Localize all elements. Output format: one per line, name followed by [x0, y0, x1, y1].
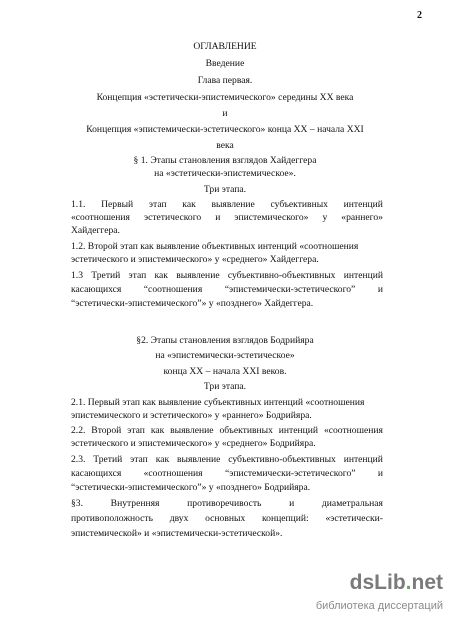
logo-dot: . [405, 571, 412, 594]
toc-word: и [377, 468, 383, 479]
toc-word: эстетического [143, 212, 202, 223]
section-one-stages: Три этапа. [203, 184, 247, 195]
toc-entry-1-1: Хайдеггера. [71, 225, 120, 236]
section-one-heading: на «эстетически-эпистемическое». [154, 168, 296, 179]
toc-entry-1-1 [71, 212, 383, 224]
toc-word: как [182, 199, 196, 210]
toc-word: 1.3 [71, 270, 83, 281]
dslib-watermark[interactable] [282, 571, 447, 615]
toc-word: противоречивость [187, 498, 262, 509]
toc-word: “соотношения [143, 284, 203, 295]
toc-entry-2-2: эстетического и эпистемического» у «среднего» Бодрийяра. [71, 438, 316, 449]
toc-word: субъективно-объективных [228, 454, 336, 465]
toc-word: этап [130, 454, 148, 465]
toc-word: субъективно-объективных [227, 270, 336, 281]
toc-entry-2-3 [71, 454, 383, 466]
toc-word: 2.2. [71, 425, 86, 436]
toc-word: у [322, 212, 328, 223]
toc-entry-2-3 [71, 468, 383, 480]
section-one-heading: § 1. Этапы становления взглядов Хайдеггера [133, 155, 317, 166]
toc-word: Первый [101, 199, 134, 210]
toc-entry-section-3: эпистемической» и «эпистемически-эстетической». [71, 528, 283, 539]
toc-word: выявление [211, 199, 255, 210]
toc-word: §3. [71, 498, 83, 509]
toc-word: “эпистемически-эстетического” [224, 284, 356, 295]
toc-word: эпистемического» [234, 212, 309, 223]
toc-title: ОГЛАВЛЕНИЕ [193, 41, 257, 52]
toc-word: касающихся [71, 468, 122, 479]
toc-word: «раннего» [341, 212, 383, 223]
toc-word: двух [169, 513, 189, 524]
chapter-one-subtitle-line: Концепция «эстетически-эпистемического» середины XX века [96, 92, 354, 103]
dslib-logo[interactable] [349, 571, 443, 594]
toc-word: объективных [219, 425, 273, 436]
toc-word: противоположность [71, 513, 153, 524]
toc-word: и [215, 212, 221, 223]
toc-word: как [155, 454, 170, 465]
toc-word: выявление [170, 425, 214, 436]
toc-word: Второй [91, 425, 122, 436]
toc-word: «соотношения [323, 425, 383, 436]
toc-word: «соотношения [143, 468, 203, 479]
toc-word: интенций [343, 454, 383, 465]
toc-word: этап [148, 199, 167, 210]
toc-word: «эстетически- [325, 513, 383, 524]
chapter-one-subtitle-line: и [222, 108, 228, 119]
toc-entry-2-1: эпистемического и эстетического» у «раннего» Бодрийяра. [71, 410, 312, 421]
toc-word: Третий [93, 454, 123, 465]
logo-tld: net [411, 571, 443, 594]
toc-entry-1-1 [71, 199, 383, 211]
section-two-heading: на «эпистемически-эстетическое» [155, 350, 295, 361]
section-two-heading: конца XX – начала XXI веков. [163, 366, 287, 377]
toc-word: выявление [176, 454, 221, 465]
toc-word: «соотношения [71, 212, 130, 223]
toc-word: касающихся [71, 284, 122, 295]
toc-word: Третий [91, 270, 121, 281]
toc-word: интенций [343, 199, 383, 210]
chapter-one-subtitle-line: века [216, 140, 234, 151]
toc-word: “эпистемически-эстетического” [224, 468, 356, 479]
toc-word: как [150, 425, 165, 436]
section-two-heading: §2. Этапы становления взглядов Бодрийяра [136, 335, 314, 346]
logo-text: dsLib [349, 571, 406, 594]
toc-entry-1-3 [71, 270, 383, 282]
toc-word: концепций: [262, 513, 309, 524]
toc-entry-1-3: “эстетически-эпистемического”» у «позднего» Хайдеггера. [71, 298, 314, 309]
toc-word: интенций [343, 270, 383, 281]
chapter-one-subtitle-line: Концепция «эпистемически-эстетического» конца XX – начала XXI [86, 124, 364, 135]
toc-word: как [154, 270, 168, 281]
toc-introduction: Введение [205, 58, 245, 69]
toc-word: интенций [278, 425, 319, 436]
toc-word: и [289, 498, 295, 509]
toc-word: выявление [176, 270, 220, 281]
toc-entry-2-3: “эстетически-эпистемического”» у «позднего» Бодрийяра. [71, 482, 311, 493]
toc-word: и [377, 284, 383, 295]
toc-word: 2.3. [71, 454, 86, 465]
toc-word: субъективных [270, 199, 328, 210]
toc-entry-1-3 [71, 284, 383, 296]
toc-word: этап [127, 425, 145, 436]
toc-word: этап [128, 270, 147, 281]
toc-chapter-one: Глава первая. [197, 75, 253, 86]
toc-entry-section-3 [71, 498, 383, 510]
toc-entry-2-2 [71, 425, 383, 437]
dslib-subtitle: библиотека диссертаций [315, 600, 443, 612]
toc-word: 1.1. [71, 199, 86, 210]
toc-entry-1-2: 1.2. Второй этап как выявление объективных интенций «соотношения [71, 241, 359, 252]
toc-entry-section-3 [71, 513, 383, 525]
section-two-stages: Три этапа. [203, 381, 247, 392]
toc-entry-1-2: эстетического и эпистемического» у «среднего» Хайдеггера. [71, 254, 319, 265]
toc-word: Внутренняя [110, 498, 160, 509]
toc-word: диаметральная [321, 498, 383, 509]
page-number: 2 [417, 10, 422, 21]
toc-entry-2-1: 2.1. Первый этап как выявление субъективных интенций «соотношения [71, 397, 365, 408]
toc-word: основных [205, 513, 246, 524]
